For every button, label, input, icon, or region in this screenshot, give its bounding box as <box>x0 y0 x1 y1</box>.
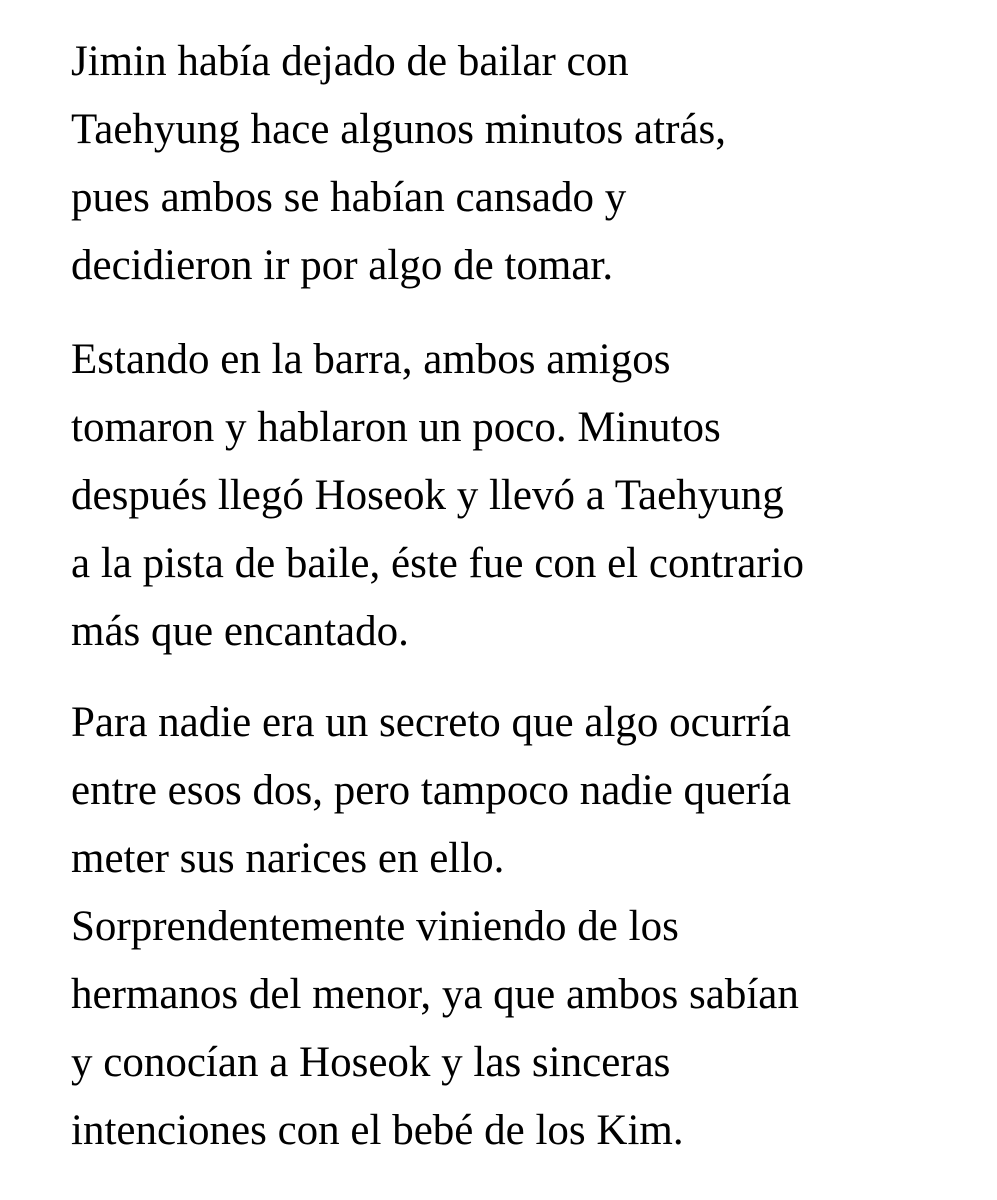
text-line: Jimin había dejado de bailar con <box>71 38 629 85</box>
text-line: entre esos dos, pero tampoco nadie quería <box>71 767 791 814</box>
paragraph-2 <box>71 326 804 666</box>
text-line: pues ambos se habían cansado y <box>71 174 627 221</box>
text-line: Para nadie era un secreto que algo ocurría <box>71 699 791 746</box>
text-line: intenciones con el bebé de los Kim. <box>71 1107 684 1154</box>
text-line: hermanos del menor, ya que ambos sabían <box>71 971 799 1018</box>
text-line: decidieron ir por algo de tomar. <box>71 242 614 289</box>
text-line: Taehyung hace algunos minutos atrás, <box>71 106 726 153</box>
text-line: después llegó Hoseok y llevó a Taehyung <box>71 472 784 519</box>
paragraph-3 <box>71 689 799 1165</box>
text-line: y conocían a Hoseok y las sinceras <box>71 1039 671 1086</box>
text-line: Sorprendentemente viniendo de los <box>71 903 679 950</box>
text-line: tomaron y hablaron un poco. Minutos <box>71 404 721 451</box>
paragraph-1 <box>71 28 726 300</box>
text-line: meter sus narices en ello. <box>71 835 505 882</box>
text-line: Estando en la barra, ambos amigos <box>71 336 671 383</box>
text-line: a la pista de baile, éste fue con el contrario <box>71 540 805 587</box>
text-line: más que encantado. <box>71 608 409 655</box>
